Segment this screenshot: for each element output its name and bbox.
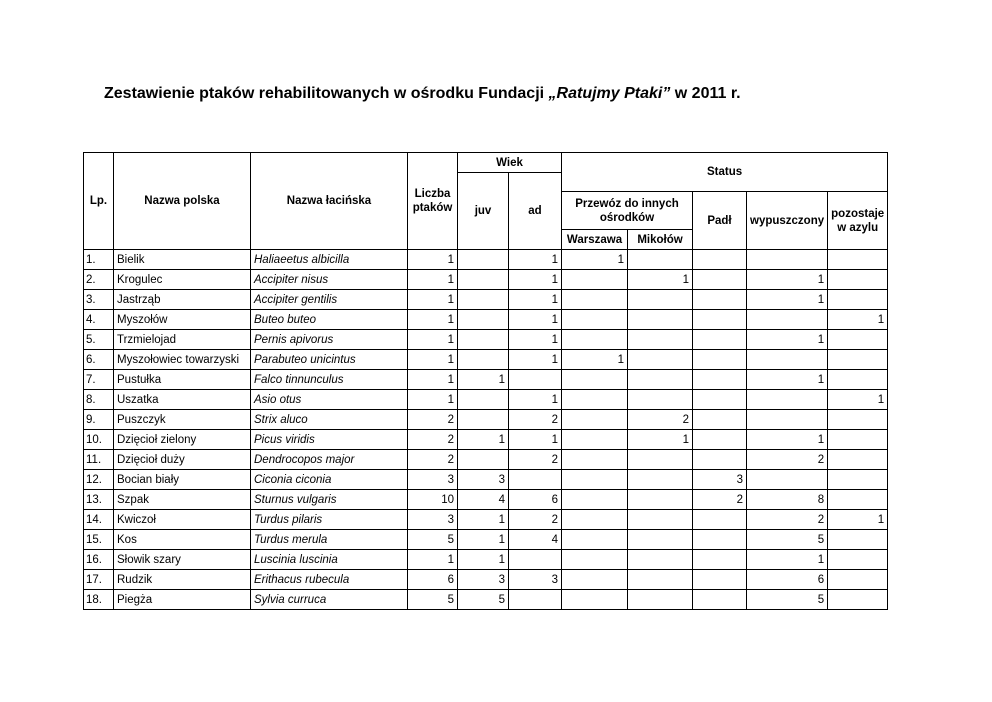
header-mikolow: Mikołów (628, 230, 693, 250)
cell-mikolow (628, 390, 693, 410)
cell-padl: 3 (693, 470, 747, 490)
cell-nazwa-lacinska: Pernis apivorus (251, 330, 408, 350)
cell-mikolow (628, 450, 693, 470)
cell-nazwa-lacinska: Parabuteo unicintus (251, 350, 408, 370)
table-row (84, 390, 888, 410)
cell-mikolow (628, 490, 693, 510)
cell-nazwa-lacinska: Turdus merula (251, 530, 408, 550)
cell-nazwa-lacinska: Falco tinnunculus (251, 370, 408, 390)
cell-warszawa (562, 510, 628, 530)
cell-wypuszczony (747, 310, 828, 330)
cell-juv (458, 290, 509, 310)
cell-nazwa-lacinska: Ciconia ciconia (251, 470, 408, 490)
cell-pozostaje (828, 470, 888, 490)
cell-mikolow (628, 550, 693, 570)
table-row (84, 270, 888, 290)
cell-warszawa (562, 590, 628, 610)
cell-juv (458, 330, 509, 350)
cell-nazwa-polska: Uszatka (114, 390, 251, 410)
cell-nazwa-polska: Piegża (114, 590, 251, 610)
cell-nazwa-lacinska: Sturnus vulgaris (251, 490, 408, 510)
birds-table (83, 152, 888, 610)
header-status: Status (562, 153, 888, 192)
header-ad: ad (509, 173, 562, 250)
cell-liczba: 1 (408, 310, 458, 330)
cell-ad: 1 (509, 290, 562, 310)
cell-wypuszczony: 1 (747, 270, 828, 290)
cell-padl (693, 530, 747, 550)
cell-padl (693, 250, 747, 270)
cell-pozostaje (828, 430, 888, 450)
cell-liczba: 1 (408, 350, 458, 370)
cell-ad: 2 (509, 410, 562, 430)
cell-wypuszczony: 1 (747, 370, 828, 390)
cell-juv: 3 (458, 570, 509, 590)
cell-nazwa-polska: Krogulec (114, 270, 251, 290)
cell-pozostaje (828, 590, 888, 610)
cell-liczba: 1 (408, 390, 458, 410)
cell-mikolow (628, 510, 693, 530)
cell-wypuszczony: 8 (747, 490, 828, 510)
cell-nazwa-lacinska: Accipiter nisus (251, 270, 408, 290)
cell-pozostaje: 1 (828, 510, 888, 530)
cell-wypuszczony: 1 (747, 290, 828, 310)
cell-pozostaje (828, 290, 888, 310)
cell-nazwa-lacinska: Sylvia curruca (251, 590, 408, 610)
cell-padl (693, 410, 747, 430)
cell-liczba: 3 (408, 470, 458, 490)
table-row (84, 510, 888, 530)
cell-mikolow (628, 590, 693, 610)
cell-nazwa-lacinska: Buteo buteo (251, 310, 408, 330)
cell-liczba: 3 (408, 510, 458, 530)
cell-mikolow (628, 330, 693, 350)
cell-pozostaje (828, 250, 888, 270)
header-lp: Lp. (84, 153, 114, 250)
cell-juv (458, 390, 509, 410)
cell-nazwa-lacinska: Dendrocopos major (251, 450, 408, 470)
table-row (84, 590, 888, 610)
cell-mikolow: 2 (628, 410, 693, 430)
cell-padl (693, 390, 747, 410)
cell-ad (509, 550, 562, 570)
header-padl: Padł (693, 192, 747, 250)
cell-juv (458, 310, 509, 330)
cell-liczba: 1 (408, 270, 458, 290)
cell-warszawa (562, 450, 628, 470)
cell-padl (693, 270, 747, 290)
cell-juv (458, 270, 509, 290)
cell-liczba: 2 (408, 430, 458, 450)
cell-lp: 7. (84, 370, 114, 390)
cell-mikolow (628, 370, 693, 390)
cell-wypuszczony (747, 470, 828, 490)
cell-pozostaje: 1 (828, 390, 888, 410)
table-row (84, 450, 888, 470)
cell-lp: 15. (84, 530, 114, 550)
cell-pozostaje (828, 570, 888, 590)
header-nazwa-lacinska: Nazwa łacińska (251, 153, 408, 250)
cell-wypuszczony: 5 (747, 530, 828, 550)
cell-warszawa (562, 530, 628, 550)
cell-juv: 1 (458, 510, 509, 530)
cell-lp: 8. (84, 390, 114, 410)
cell-warszawa (562, 570, 628, 590)
title-year: w 2011 r. (670, 85, 741, 102)
cell-nazwa-polska: Myszołów (114, 310, 251, 330)
cell-mikolow: 1 (628, 270, 693, 290)
cell-nazwa-polska: Kwiczoł (114, 510, 251, 530)
header-warszawa: Warszawa (562, 230, 628, 250)
cell-padl: 2 (693, 490, 747, 510)
cell-liczba: 1 (408, 290, 458, 310)
cell-lp: 12. (84, 470, 114, 490)
cell-juv (458, 350, 509, 370)
title-foundation-name: „Ratujmy Ptaki” (548, 85, 671, 102)
cell-nazwa-lacinska: Haliaeetus albicilla (251, 250, 408, 270)
cell-ad: 6 (509, 490, 562, 510)
cell-nazwa-lacinska: Strix aluco (251, 410, 408, 430)
cell-mikolow: 1 (628, 430, 693, 450)
cell-nazwa-polska: Szpak (114, 490, 251, 510)
cell-warszawa (562, 410, 628, 430)
cell-liczba: 2 (408, 450, 458, 470)
cell-nazwa-lacinska: Erithacus rubecula (251, 570, 408, 590)
cell-pozostaje (828, 370, 888, 390)
table-row (84, 430, 888, 450)
cell-liczba: 10 (408, 490, 458, 510)
cell-pozostaje (828, 450, 888, 470)
cell-padl (693, 310, 747, 330)
cell-ad (509, 470, 562, 490)
cell-lp: 16. (84, 550, 114, 570)
cell-liczba: 1 (408, 330, 458, 350)
cell-nazwa-polska: Kos (114, 530, 251, 550)
title-text: Zestawienie ptaków rehabilitowanych w ośrodku Fundacji (104, 85, 549, 102)
header-wypuszczony: wypuszczony (747, 192, 828, 250)
table-row (84, 330, 888, 350)
page-title (104, 85, 741, 103)
cell-nazwa-polska: Jastrząb (114, 290, 251, 310)
cell-nazwa-lacinska: Turdus pilaris (251, 510, 408, 530)
header-wiek: Wiek (458, 153, 562, 173)
cell-lp: 5. (84, 330, 114, 350)
cell-liczba: 1 (408, 370, 458, 390)
cell-lp: 14. (84, 510, 114, 530)
cell-lp: 2. (84, 270, 114, 290)
cell-wypuszczony (747, 250, 828, 270)
cell-liczba: 2 (408, 410, 458, 430)
cell-mikolow (628, 350, 693, 370)
header-liczba: Liczba ptaków (408, 153, 458, 250)
cell-wypuszczony: 1 (747, 330, 828, 350)
cell-juv: 4 (458, 490, 509, 510)
cell-juv (458, 250, 509, 270)
cell-warszawa (562, 490, 628, 510)
cell-juv: 5 (458, 590, 509, 610)
cell-juv: 1 (458, 430, 509, 450)
cell-pozostaje (828, 410, 888, 430)
cell-nazwa-lacinska: Asio otus (251, 390, 408, 410)
table-row (84, 370, 888, 390)
table-row (84, 410, 888, 430)
cell-pozostaje (828, 550, 888, 570)
cell-ad: 1 (509, 270, 562, 290)
cell-liczba: 5 (408, 530, 458, 550)
cell-ad: 1 (509, 390, 562, 410)
cell-juv: 3 (458, 470, 509, 490)
cell-nazwa-polska: Bocian biały (114, 470, 251, 490)
cell-warszawa (562, 310, 628, 330)
cell-warszawa (562, 290, 628, 310)
cell-wypuszczony: 5 (747, 590, 828, 610)
cell-liczba: 1 (408, 550, 458, 570)
cell-warszawa (562, 270, 628, 290)
cell-padl (693, 550, 747, 570)
cell-nazwa-polska: Dzięcioł zielony (114, 430, 251, 450)
table-body (84, 250, 888, 610)
cell-liczba: 5 (408, 590, 458, 610)
cell-pozostaje (828, 330, 888, 350)
cell-juv: 1 (458, 530, 509, 550)
cell-padl (693, 290, 747, 310)
cell-warszawa (562, 470, 628, 490)
cell-wypuszczony (747, 410, 828, 430)
cell-ad: 2 (509, 450, 562, 470)
cell-padl (693, 450, 747, 470)
cell-ad: 2 (509, 510, 562, 530)
cell-nazwa-polska: Pustułka (114, 370, 251, 390)
cell-pozostaje (828, 270, 888, 290)
cell-lp: 6. (84, 350, 114, 370)
table-row (84, 470, 888, 490)
cell-ad: 1 (509, 330, 562, 350)
cell-mikolow (628, 310, 693, 330)
cell-juv (458, 450, 509, 470)
cell-ad: 1 (509, 310, 562, 330)
cell-warszawa (562, 370, 628, 390)
cell-warszawa: 1 (562, 250, 628, 270)
cell-pozostaje (828, 350, 888, 370)
table-row (84, 250, 888, 270)
table-row (84, 290, 888, 310)
cell-pozostaje: 1 (828, 310, 888, 330)
cell-ad: 4 (509, 530, 562, 550)
cell-wypuszczony (747, 390, 828, 410)
cell-wypuszczony: 2 (747, 450, 828, 470)
cell-lp: 10. (84, 430, 114, 450)
cell-lp: 4. (84, 310, 114, 330)
header-juv: juv (458, 173, 509, 250)
header-pozostaje: pozostaje w azylu (828, 192, 888, 250)
cell-mikolow (628, 250, 693, 270)
cell-wypuszczony: 6 (747, 570, 828, 590)
cell-nazwa-lacinska: Accipiter gentilis (251, 290, 408, 310)
cell-padl (693, 370, 747, 390)
cell-padl (693, 510, 747, 530)
cell-lp: 18. (84, 590, 114, 610)
cell-warszawa: 1 (562, 350, 628, 370)
cell-padl (693, 430, 747, 450)
header-przewoz: Przewóz do innych ośrodków (562, 192, 693, 230)
cell-warszawa (562, 550, 628, 570)
cell-ad: 1 (509, 430, 562, 450)
cell-ad: 1 (509, 350, 562, 370)
cell-liczba: 1 (408, 250, 458, 270)
cell-juv: 1 (458, 550, 509, 570)
cell-lp: 1. (84, 250, 114, 270)
cell-nazwa-polska: Słowik szary (114, 550, 251, 570)
cell-nazwa-polska: Myszołowiec towarzyski (114, 350, 251, 370)
cell-wypuszczony: 1 (747, 550, 828, 570)
cell-wypuszczony: 1 (747, 430, 828, 450)
table-row (84, 490, 888, 510)
table-row (84, 310, 888, 330)
cell-ad (509, 590, 562, 610)
cell-nazwa-polska: Trzmielojad (114, 330, 251, 350)
cell-warszawa (562, 430, 628, 450)
cell-lp: 11. (84, 450, 114, 470)
cell-nazwa-lacinska: Picus viridis (251, 430, 408, 450)
cell-wypuszczony (747, 350, 828, 370)
table-row (84, 570, 888, 590)
cell-padl (693, 570, 747, 590)
table-row (84, 350, 888, 370)
cell-padl (693, 330, 747, 350)
cell-mikolow (628, 570, 693, 590)
cell-nazwa-polska: Rudzik (114, 570, 251, 590)
cell-ad: 3 (509, 570, 562, 590)
cell-warszawa (562, 330, 628, 350)
cell-padl (693, 350, 747, 370)
cell-nazwa-polska: Puszczyk (114, 410, 251, 430)
table-row (84, 550, 888, 570)
cell-wypuszczony: 2 (747, 510, 828, 530)
cell-pozostaje (828, 530, 888, 550)
cell-padl (693, 590, 747, 610)
cell-nazwa-polska: Dzięcioł duży (114, 450, 251, 470)
header-nazwa-polska: Nazwa polska (114, 153, 251, 250)
cell-juv (458, 410, 509, 430)
cell-warszawa (562, 390, 628, 410)
cell-nazwa-polska: Bielik (114, 250, 251, 270)
cell-ad: 1 (509, 250, 562, 270)
cell-ad (509, 370, 562, 390)
cell-pozostaje (828, 490, 888, 510)
cell-lp: 17. (84, 570, 114, 590)
cell-lp: 9. (84, 410, 114, 430)
cell-lp: 3. (84, 290, 114, 310)
cell-juv: 1 (458, 370, 509, 390)
cell-mikolow (628, 290, 693, 310)
cell-lp: 13. (84, 490, 114, 510)
cell-mikolow (628, 470, 693, 490)
cell-nazwa-lacinska: Luscinia luscinia (251, 550, 408, 570)
cell-liczba: 6 (408, 570, 458, 590)
table-row (84, 530, 888, 550)
cell-mikolow (628, 530, 693, 550)
